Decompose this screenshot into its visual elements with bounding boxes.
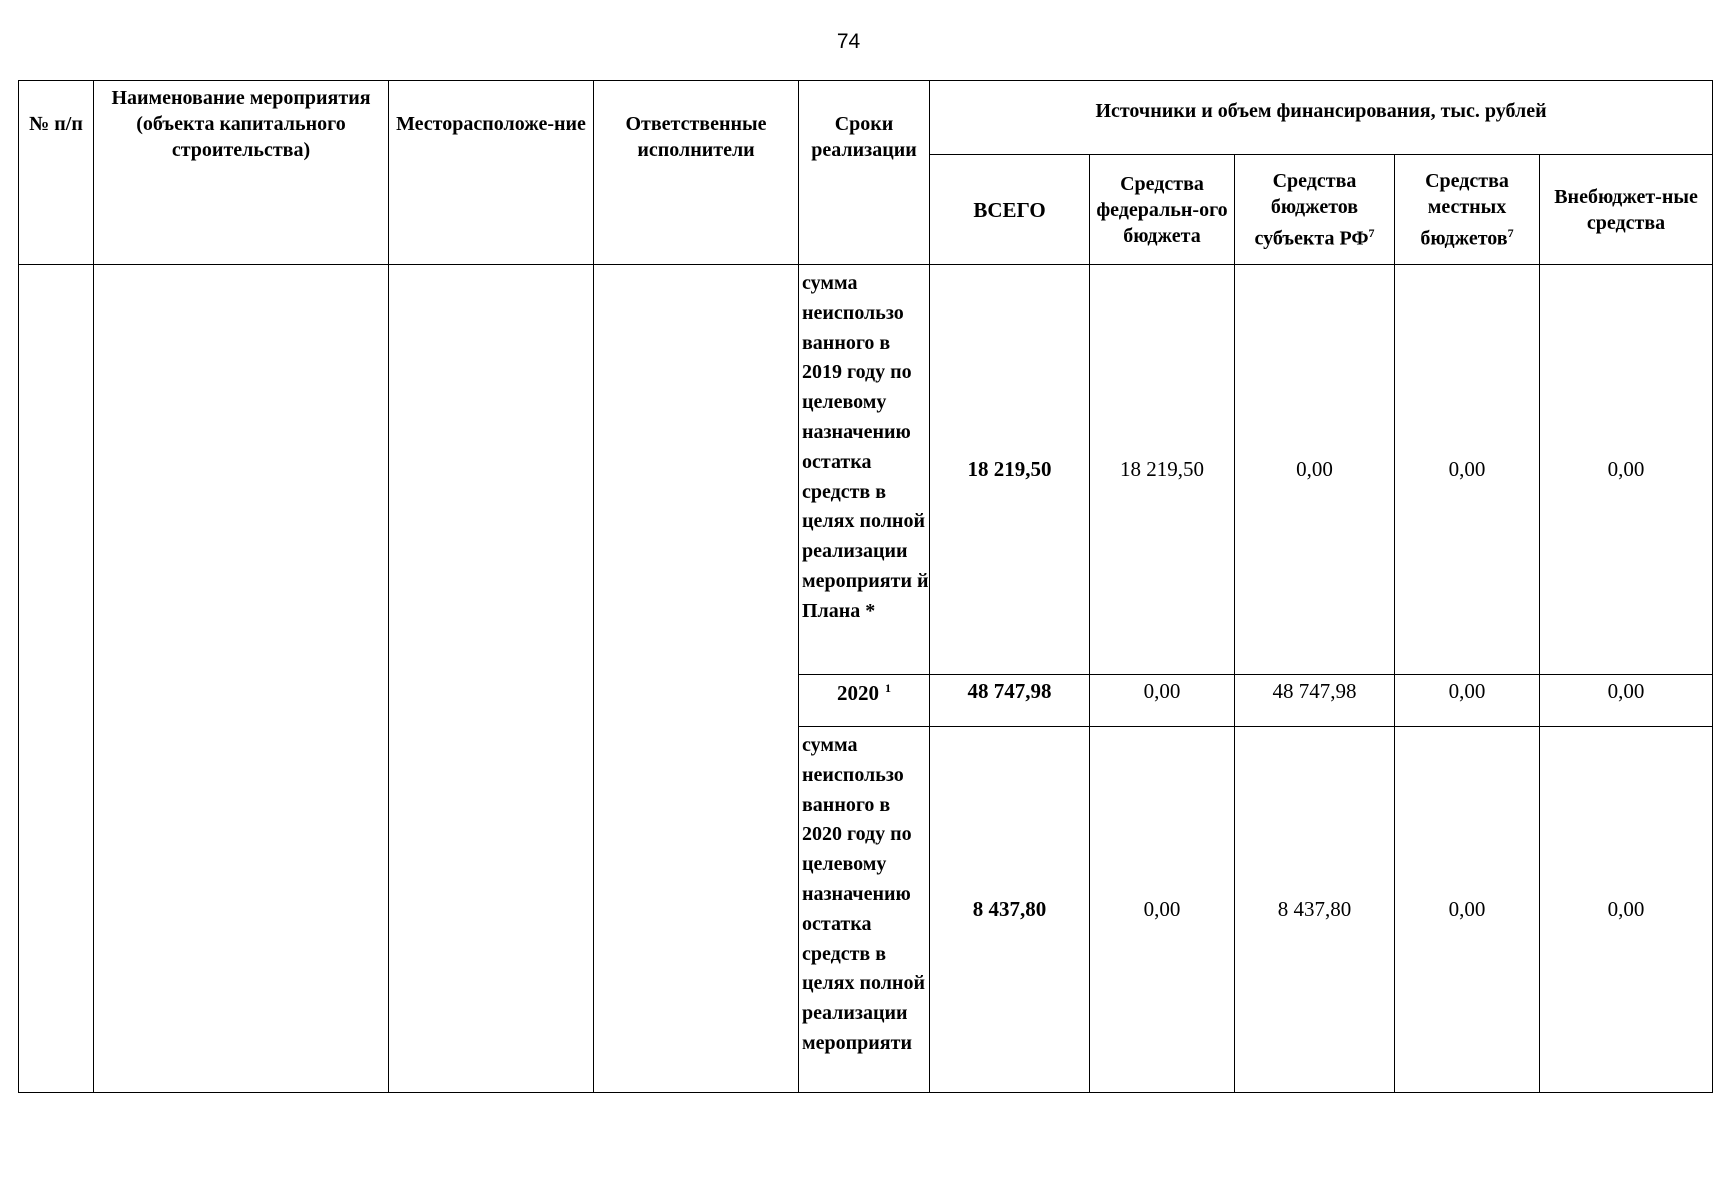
cell-federal: 18 219,50 <box>1090 265 1235 675</box>
header-location: Месторасположе-ние <box>389 81 594 265</box>
header-offbudget: Внебюджет-ные средства <box>1540 155 1713 265</box>
cell-term: сумма неиспользо ванного в 2019 году по целевому назначению остатка средств в целях полной реализации мероприяти й Плана * <box>799 265 930 675</box>
cell-total: 48 747,98 <box>930 675 1090 727</box>
cell-federal: 0,00 <box>1090 727 1235 1093</box>
header-local <box>1395 155 1540 265</box>
cell-offbudget: 0,00 <box>1540 727 1713 1093</box>
cell-total: 8 437,80 <box>930 727 1090 1093</box>
cell-local: 0,00 <box>1395 675 1540 727</box>
cell-location <box>389 265 594 1093</box>
cell-total: 18 219,50 <box>930 265 1090 675</box>
header-total: ВСЕГО <box>930 155 1090 265</box>
financing-table-container <box>18 80 1698 1096</box>
cell-subject: 8 437,80 <box>1235 727 1395 1093</box>
header-local-footnote: 7 <box>1507 225 1514 240</box>
header-federal: Средства федеральн-ого бюджета <box>1090 155 1235 265</box>
cell-subject: 0,00 <box>1235 265 1395 675</box>
cell-term-year: 2020 <box>837 681 879 705</box>
financing-table <box>18 80 1713 1093</box>
cell-name <box>94 265 389 1093</box>
cell-subject: 48 747,98 <box>1235 675 1395 727</box>
header-terms: Сроки реализации <box>799 81 930 265</box>
cell-term <box>799 675 930 727</box>
table-row <box>19 265 1713 675</box>
cell-term-footnote: 1 <box>885 681 891 695</box>
header-sources: Источники и объем финансирования, тыс. рублей <box>930 81 1713 155</box>
header-no: № п/п <box>19 81 94 265</box>
cell-executors <box>594 265 799 1093</box>
cell-offbudget: 0,00 <box>1540 675 1713 727</box>
header-local-label: Средства местных бюджетов <box>1420 169 1509 250</box>
header-subject-footnote: 7 <box>1368 225 1375 240</box>
header-subject-label: Средства бюджетов субъекта РФ <box>1254 169 1369 250</box>
cell-local: 0,00 <box>1395 265 1540 675</box>
cell-term: сумма неиспользо ванного в 2020 году по целевому назначению остатка средств в целях полной реализации мероприяти <box>799 727 930 1093</box>
page-number: 74 <box>836 30 861 53</box>
cell-local: 0,00 <box>1395 727 1540 1093</box>
header-executors: Ответственные исполнители <box>594 81 799 265</box>
header-name: Наименование мероприятия (объекта капитального строительства) <box>94 81 389 265</box>
cell-federal: 0,00 <box>1090 675 1235 727</box>
header-subject <box>1235 155 1395 265</box>
cell-offbudget: 0,00 <box>1540 265 1713 675</box>
cell-no <box>19 265 94 1093</box>
